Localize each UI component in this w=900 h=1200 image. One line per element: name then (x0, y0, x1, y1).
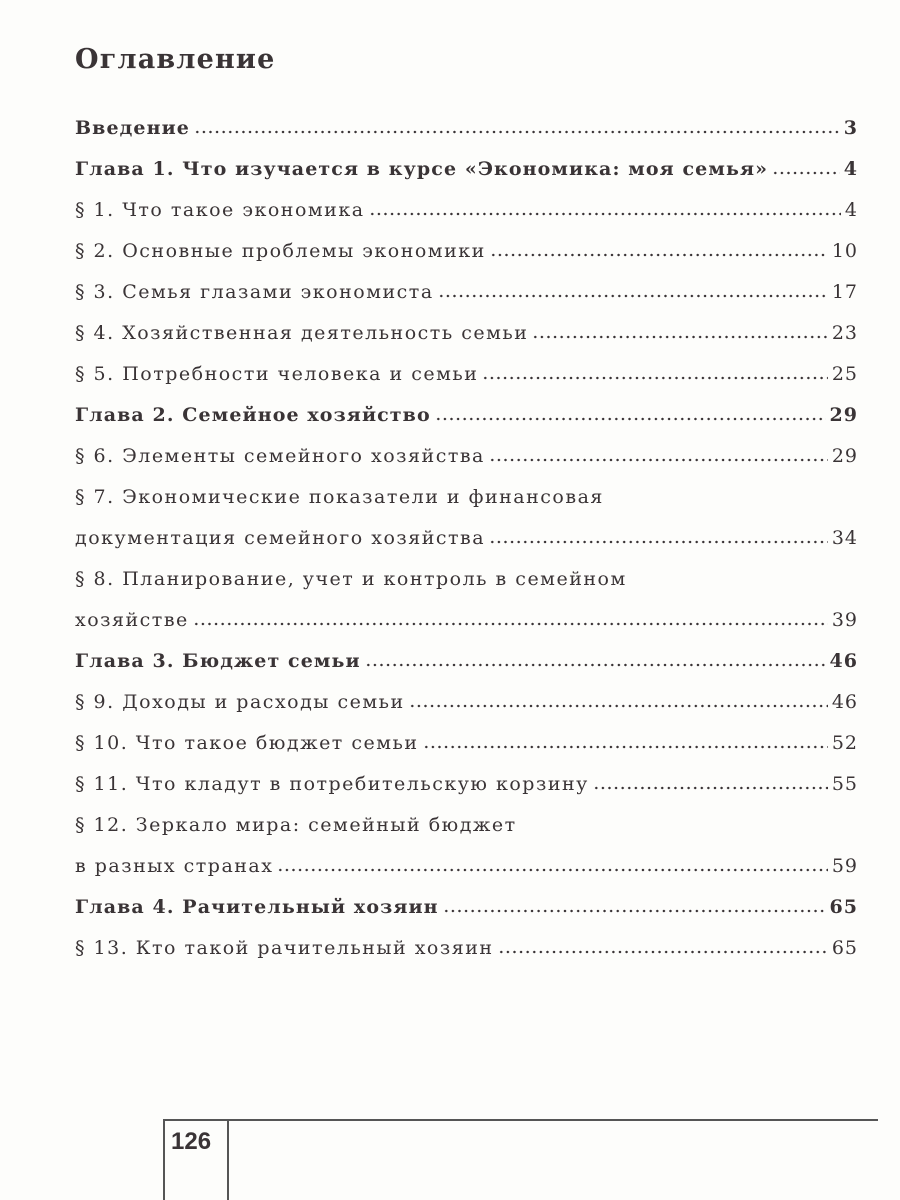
toc-chapter-entry (75, 650, 858, 691)
toc-section-entry (75, 773, 858, 814)
dot-leader (772, 171, 840, 175)
dot-leader (369, 212, 841, 216)
dot-leader (489, 458, 828, 462)
footer-rule (163, 1119, 878, 1121)
toc-page-number: 29 (829, 404, 858, 426)
dot-leader (194, 130, 840, 134)
footer-divider-right (227, 1119, 229, 1200)
dot-leader (443, 909, 826, 913)
toc-entry-title: § 1. Что такое экономика (75, 199, 365, 221)
toc-entry-title: § 12. Зеркало мира: семейный бюджет (75, 814, 517, 836)
dot-leader (423, 745, 828, 749)
toc-entry-title: § 6. Элементы семейного хозяйства (75, 445, 485, 467)
toc-page-number: 59 (831, 855, 858, 877)
dot-leader (532, 335, 827, 339)
dot-leader (489, 540, 828, 544)
toc-section-entry (75, 281, 858, 322)
toc-entry-title: в разных странах (75, 855, 274, 877)
toc-section-entry (75, 240, 858, 281)
toc-page-number: 55 (831, 773, 858, 795)
dot-leader (498, 950, 828, 954)
toc-entry-title: Глава 2. Семейное хозяйство (75, 404, 431, 426)
toc-entry-title: § 11. Что кладут в потребительскую корзину (75, 773, 589, 795)
toc-page-number: 4 (843, 158, 858, 180)
toc-section-entry (75, 855, 858, 896)
toc-chapter-entry (75, 158, 858, 199)
toc-section-entry (75, 527, 858, 568)
toc-entry-title: § 10. Что такое бюджет семьи (75, 732, 419, 754)
toc-page-number: 4 (844, 199, 858, 221)
footer-divider-left (163, 1119, 165, 1200)
toc-entry-title: Глава 4. Рачительный хозяин (75, 896, 439, 918)
table-of-contents (75, 117, 858, 978)
dot-leader (593, 786, 828, 790)
toc-entry-title: Глава 1. Что изучается в курсе «Экономика: моя семья» (75, 158, 769, 180)
toc-page-number: 17 (831, 281, 858, 303)
toc-page-number: 3 (843, 117, 858, 139)
toc-page-number: 23 (831, 322, 858, 344)
dot-leader (435, 417, 826, 421)
toc-entry-title: § 7. Экономические показатели и финансовая (75, 486, 604, 508)
toc-entry-title: Введение (75, 117, 190, 139)
toc-entry-title: § 2. Основные проблемы экономики (75, 240, 486, 262)
toc-entry-title: § 3. Семья глазами экономиста (75, 281, 434, 303)
toc-page-number: 39 (831, 609, 858, 631)
dot-leader (409, 704, 828, 708)
toc-entry-title: § 5. Потребности человека и семьи (75, 363, 479, 385)
dot-leader (365, 663, 826, 667)
toc-page-number: 10 (831, 240, 858, 262)
dot-leader (482, 376, 827, 380)
toc-page-number: 29 (831, 445, 858, 467)
toc-entry-title: § 8. Планирование, учет и контроль в семейном (75, 568, 627, 590)
toc-page-number: 46 (831, 691, 858, 713)
toc-entry-title: хозяйстве (75, 609, 189, 631)
toc-section-entry (75, 732, 858, 773)
toc-entry-title: документация семейного хозяйства (75, 527, 486, 549)
toc-page-number: 65 (831, 937, 858, 959)
toc-chapter-entry (75, 896, 858, 937)
toc-entry-title: § 13. Кто такой рачительный хозяин (75, 937, 494, 959)
toc-page-number: 25 (831, 363, 858, 385)
toc-section-entry (75, 937, 858, 978)
toc-section-entry (75, 568, 858, 609)
toc-section-entry (75, 363, 858, 404)
toc-section-entry (75, 609, 858, 650)
dot-leader (193, 622, 828, 626)
toc-page-number: 46 (829, 650, 858, 672)
toc-page-number: 34 (831, 527, 858, 549)
toc-section-entry (75, 814, 858, 855)
toc-section-entry (75, 486, 858, 527)
toc-section-entry (75, 322, 858, 363)
toc-entry-title: § 4. Хозяйственная деятельность семьи (75, 322, 529, 344)
dot-leader (438, 294, 828, 298)
toc-entry-title: § 9. Доходы и расходы семьи (75, 691, 405, 713)
toc-chapter-entry (75, 117, 858, 158)
dot-leader (490, 253, 828, 257)
page-number: 126 (171, 1128, 212, 1155)
toc-section-entry (75, 691, 858, 732)
toc-chapter-entry (75, 404, 858, 445)
toc-entry-title: Глава 3. Бюджет семьи (75, 650, 361, 672)
toc-section-entry (75, 445, 858, 486)
dot-leader (277, 868, 827, 872)
page-title: Оглавление (75, 44, 276, 75)
toc-page-number: 65 (829, 896, 858, 918)
toc-section-entry (75, 199, 858, 240)
toc-page-number: 52 (831, 732, 858, 754)
